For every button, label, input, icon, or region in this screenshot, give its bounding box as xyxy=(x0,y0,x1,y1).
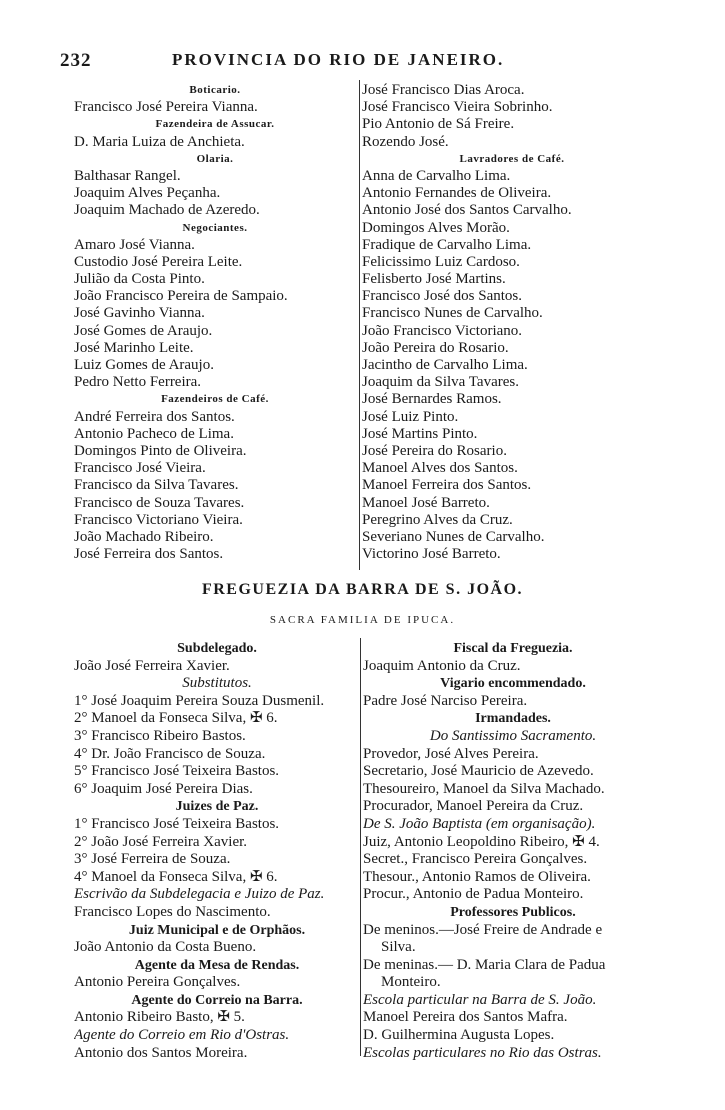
office-heading: Vigario encommendado. xyxy=(440,676,586,692)
continuation-line: Monteiro. xyxy=(381,974,441,991)
name-entry: Jacintho de Carvalho Lima. xyxy=(362,357,528,373)
office-heading: Irmandades. xyxy=(475,711,551,727)
page-header xyxy=(0,50,725,76)
name-entry: Manoel Alves dos Santos. xyxy=(362,460,518,477)
name-entry: Balthasar Rangel. xyxy=(74,167,181,184)
name-entry: 2° João José Ferreira Xavier. xyxy=(74,833,248,850)
name-entry: Antonio Pereira Gonçalves. xyxy=(74,974,241,991)
top-left-column xyxy=(74,82,356,563)
name-entry: José Gomes de Araujo. xyxy=(74,322,213,339)
sub-heading: Substitutos. xyxy=(182,675,252,692)
name-entry: Juiz, Antonio Leopoldino Ribeiro, ✠ 4. xyxy=(363,833,600,850)
category-heading: Negociantes. xyxy=(182,221,248,234)
name-entry: José Bernardes Ramos. xyxy=(362,391,502,408)
name-entry: Francisco José Vieira. xyxy=(74,460,206,477)
top-column-divider xyxy=(359,80,360,570)
name-entry: Manoel José Barreto. xyxy=(362,494,490,511)
name-entry: 1° Francisco José Teixeira Bastos. xyxy=(74,815,280,832)
name-entry: 4° Manoel da Fonseca Silva, ✠ 6. xyxy=(74,868,278,885)
name-entry: Francisco da Silva Tavares. xyxy=(74,477,239,494)
name-entry: Secretario, José Mauricio de Azevedo. xyxy=(363,763,594,780)
name-entry: Custodio José Pereira Leite. xyxy=(74,253,243,270)
name-entry: Domingos Alves Morão. xyxy=(362,219,510,236)
name-entry: Victorino José Barreto. xyxy=(362,546,501,563)
page-title: PROVINCIA DO RIO DE JANEIRO. xyxy=(172,50,505,69)
name-entry: João Pereira do Rosario. xyxy=(362,339,509,356)
italic-entry: Escrivão da Subdelegacia e Juizo de Paz. xyxy=(74,886,325,903)
name-entry: João Antonio da Costa Bueno. xyxy=(74,939,257,956)
office-heading: Fiscal da Freguezia. xyxy=(453,641,573,656)
name-entry: André Ferreira dos Santos. xyxy=(74,408,235,425)
name-entry: José Pereira do Rosario. xyxy=(362,442,507,459)
office-heading: Agente da Mesa de Rendas. xyxy=(134,957,300,973)
name-entry: 6° Joaquim José Pereira Dias. xyxy=(74,780,253,797)
italic-entry: Escolas particulares no Rio das Ostras. xyxy=(363,1044,602,1061)
name-entry: José Martins Pinto. xyxy=(362,425,478,442)
name-entry: 1° José Joaquim Pereira Souza Dusmenil. xyxy=(74,692,325,709)
name-entry: Peregrino Alves da Cruz. xyxy=(362,511,513,528)
name-entry: Pedro Netto Ferreira. xyxy=(74,374,202,391)
name-entry: Francisco Victoriano Vieira. xyxy=(74,511,243,528)
category-heading: Boticario. xyxy=(189,84,241,96)
name-entry: Francisco Nunes de Carvalho. xyxy=(362,305,543,322)
name-entry: Antonio dos Santos Moreira. xyxy=(74,1044,248,1061)
name-entry: José Luiz Pinto. xyxy=(362,408,459,425)
name-entry: Joaquim Alves Peçanha. xyxy=(74,185,221,202)
name-entry: Luiz Gomes de Araujo. xyxy=(74,357,214,373)
name-entry: Julião da Costa Pinto. xyxy=(74,271,205,288)
name-entry: D. Maria Luiza de Anchieta. xyxy=(74,133,245,150)
office-heading: Subdelegado. xyxy=(177,641,257,656)
bottom-column-divider xyxy=(360,638,361,1056)
name-entry: Felicissimo Luiz Cardoso. xyxy=(362,253,520,270)
name-entry: Thesoureiro, Manoel da Silva Machado. xyxy=(363,780,605,797)
name-entry: Padre José Narciso Pereira. xyxy=(363,692,528,709)
name-entry: Antonio Pacheco de Lima. xyxy=(74,425,234,442)
office-heading: Professores Publicos. xyxy=(450,904,576,920)
section-title: FREGUEZIA DA BARRA DE S. JOÃO. xyxy=(201,581,524,598)
name-entry: Manoel Ferreira dos Santos. xyxy=(362,477,532,494)
name-entry: 2° Manoel da Fonseca Silva, ✠ 6. xyxy=(74,710,278,727)
name-entry: Rozendo José. xyxy=(362,133,449,150)
sub-heading: Do Santissimo Sacramento. xyxy=(429,727,597,744)
name-entry: João Francisco Victoriano. xyxy=(362,322,523,339)
name-entry: Provedor, José Alves Pereira. xyxy=(363,745,539,762)
name-entry: Francisco José dos Santos. xyxy=(362,288,522,305)
name-entry: José Francisco Dias Aroca. xyxy=(362,82,525,98)
section-subtitle: SACRA FAMILIA DE IPUCA. xyxy=(269,614,456,626)
name-entry: Francisco Lopes do Nascimento. xyxy=(74,903,271,920)
name-entry: D. Guilhermina Augusta Lopes. xyxy=(363,1027,555,1044)
name-entry: Joaquim da Silva Tavares. xyxy=(362,374,519,391)
bottom-right-column xyxy=(363,640,663,1062)
name-entry: Procur., Antonio de Padua Monteiro. xyxy=(363,886,584,903)
name-entry: João Machado Ribeiro. xyxy=(74,528,214,545)
office-heading: Agente do Correio na Barra. xyxy=(131,992,303,1008)
name-entry: Anna de Carvalho Lima. xyxy=(362,167,511,184)
office-heading: Juiz Municipal e de Orphãos. xyxy=(128,922,306,938)
name-entry: Joaquim Antonio da Cruz. xyxy=(363,657,521,674)
name-entry: 3° Francisco Ribeiro Bastos. xyxy=(74,727,246,744)
office-heading: Juizes de Paz. xyxy=(175,799,259,815)
category-heading: Lavradores de Café. xyxy=(459,152,565,165)
name-entry: De meninos.—José Freire de Andrade e xyxy=(363,921,603,938)
name-entry: Pio Antonio de Sá Freire. xyxy=(362,116,515,133)
name-entry: 5° Francisco José Teixeira Bastos. xyxy=(74,763,280,780)
name-entry: Fradique de Carvalho Lima. xyxy=(362,236,532,253)
bottom-left-column xyxy=(74,640,360,1062)
name-entry: Thesour., Antonio Ramos de Oliveira. xyxy=(363,868,591,885)
name-entry: 3° José Ferreira de Souza. xyxy=(74,851,231,868)
page-number: 232 xyxy=(60,50,92,71)
italic-entry: De S. João Baptista (em organisação). xyxy=(363,815,596,832)
name-entry: Francisco José Pereira Vianna. xyxy=(74,99,258,116)
name-entry: Amaro José Vianna. xyxy=(74,236,195,253)
category-heading: Olaria. xyxy=(196,152,234,165)
italic-entry: Agente do Correio em Rio d'Ostras. xyxy=(74,1027,290,1044)
name-entry: Felisberto José Martins. xyxy=(362,271,506,288)
name-entry: De meninas.— D. Maria Clara de Padua xyxy=(363,956,606,973)
name-entry: 4° Dr. João Francisco de Souza. xyxy=(74,745,266,762)
category-heading: Fazendeira de Assucar. xyxy=(155,118,275,131)
name-entry: Joaquim Machado de Azeredo. xyxy=(74,202,260,219)
name-entry: Severiano Nunes de Carvalho. xyxy=(362,528,545,545)
name-entry: José Ferreira dos Santos. xyxy=(74,546,224,563)
name-entry: Antonio José dos Santos Carvalho. xyxy=(362,202,572,219)
top-right-column xyxy=(362,82,662,563)
name-entry: José Marinho Leite. xyxy=(74,339,194,356)
continuation-line: Silva. xyxy=(381,939,416,956)
name-entry: Manoel Pereira dos Santos Mafra. xyxy=(363,1009,568,1026)
name-entry: José Francisco Vieira Sobrinho. xyxy=(362,99,553,116)
name-entry: Secret., Francisco Pereira Gonçalves. xyxy=(363,851,588,868)
name-entry: Domingos Pinto de Oliveira. xyxy=(74,442,247,459)
name-entry: José Gavinho Vianna. xyxy=(74,305,205,322)
name-entry: Francisco de Souza Tavares. xyxy=(74,494,245,511)
name-entry: Procurador, Manoel Pereira da Cruz. xyxy=(363,798,584,815)
name-entry: Antonio Fernandes de Oliveira. xyxy=(362,185,552,202)
name-entry: Antonio Ribeiro Basto, ✠ 5. xyxy=(74,1009,245,1026)
name-entry: João José Ferreira Xavier. xyxy=(74,657,230,674)
name-entry: João Francisco Pereira de Sampaio. xyxy=(74,288,288,305)
italic-entry: Escola particular na Barra de S. João. xyxy=(363,991,597,1008)
category-heading: Fazendeiros de Café. xyxy=(161,393,269,406)
